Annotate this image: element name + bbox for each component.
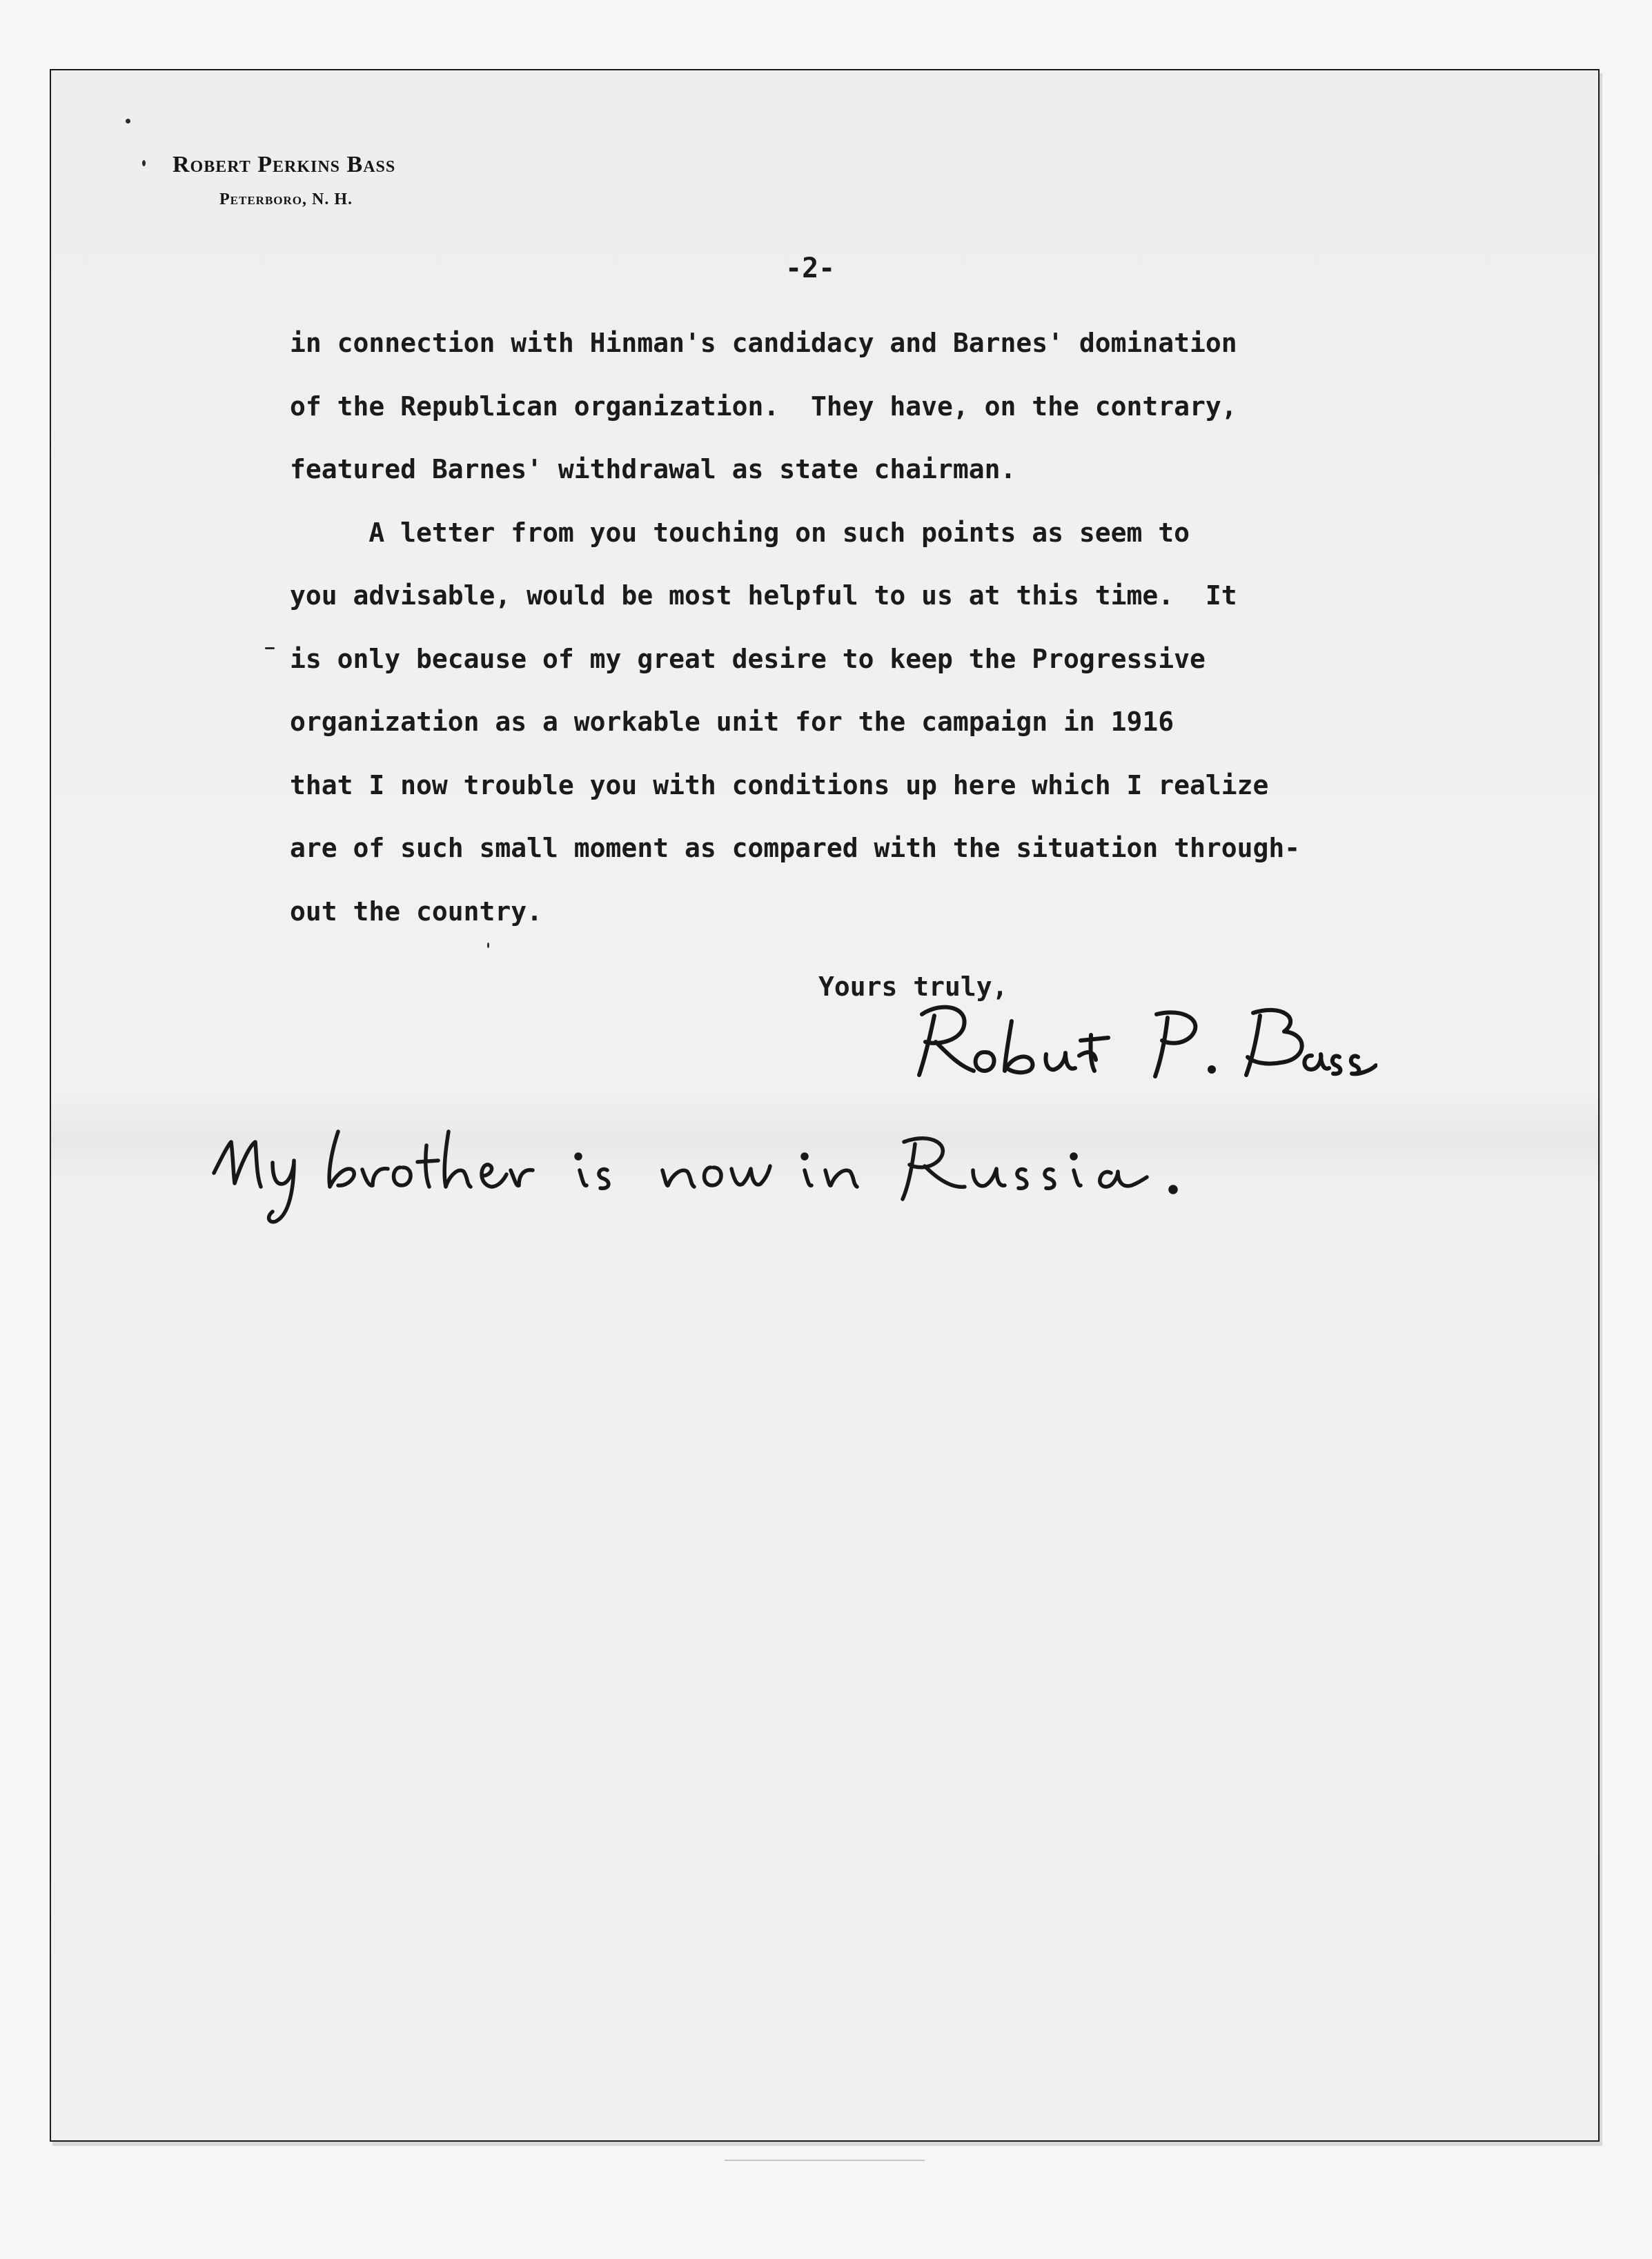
body-line: you advisable, would be most helpful to us at this time. It [290, 580, 1237, 611]
letterhead-place: Peterboro, N. H. [219, 190, 353, 208]
ink-speck [126, 119, 130, 124]
handwritten-postscript [207, 1118, 1187, 1228]
body-line: is only because of my great desire to keep the Progressive [290, 643, 1206, 674]
body-line: that I now trouble you with conditions up here which I realize [290, 769, 1269, 800]
body-line: are of such small moment as compared with the situation through- [290, 833, 1301, 863]
handwritten-signature [894, 994, 1377, 1090]
ink-speck [487, 943, 489, 948]
body-line: out the country. [290, 896, 543, 927]
closing-salutation: Yours truly, [818, 971, 1008, 1002]
body-line: organization as a workable unit for the campaign in 1916 [290, 707, 1174, 737]
bottom-edge-line [725, 2160, 925, 2161]
letterhead-name: Robert Perkins Bass [173, 152, 396, 177]
margin-dash-mark [265, 647, 275, 649]
ink-speck [142, 160, 146, 166]
body-line: of the Republican organization. They have, on the contrary, [290, 391, 1237, 422]
letter-body [290, 312, 1463, 943]
body-line: featured Barnes' withdrawal as state chairman. [290, 454, 1016, 484]
body-line: in connection with Hinman's candidacy and Barnes' domination [290, 328, 1237, 358]
page-number: -2- [785, 253, 836, 284]
body-line: A letter from you touching on such points as seem to [290, 517, 1190, 548]
